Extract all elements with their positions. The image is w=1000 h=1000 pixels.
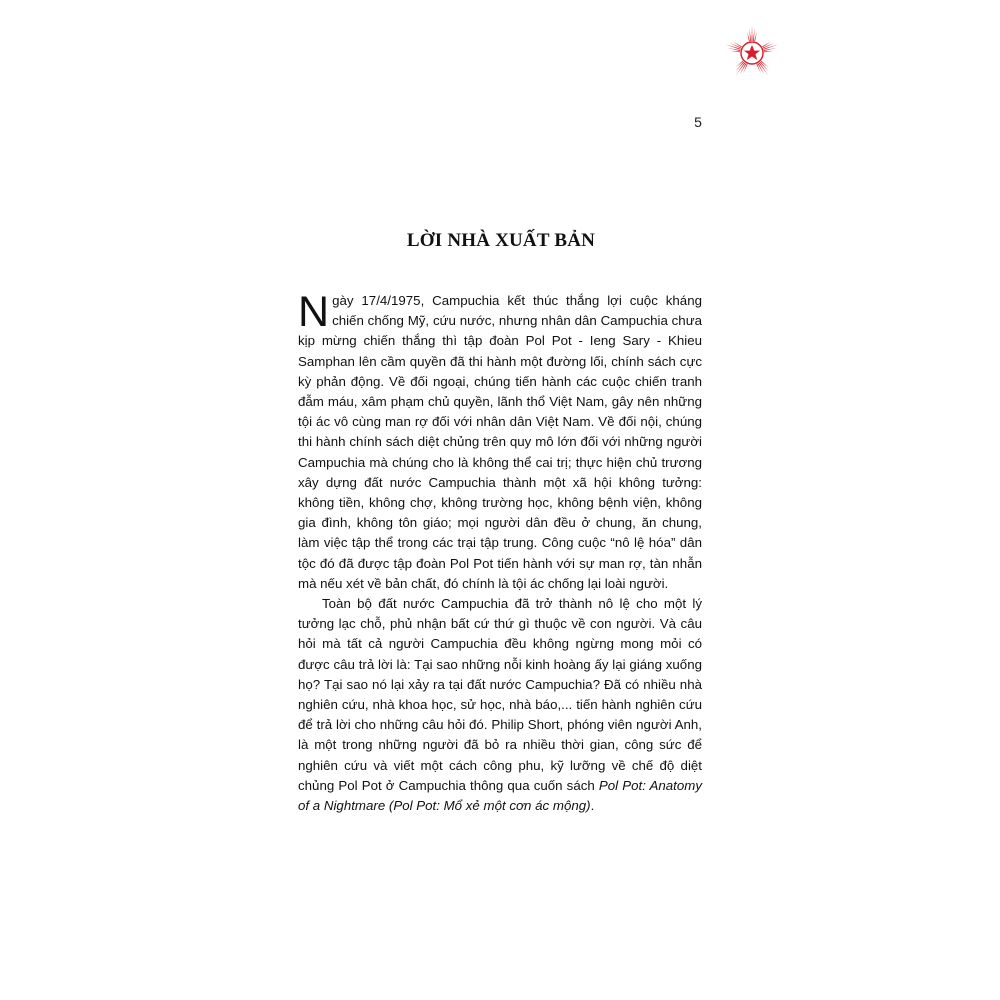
paragraph-1-text: gày 17/4/1975, Campuchia kết thúc thắng lợi cuộc kháng chiến chống Mỹ, cứu nước, nhưng nhân dân Campuchia chưa kịp mừng chiến thắng thì tập đoàn Pol Pot - Ieng Sary - Khieu Samphan lên cầm quyền đã thi hành một đường lối, chính sách cực kỳ phản động. Về đối ngoại, chúng tiến hành các cuộc chiến tranh đẫm máu, xâm phạm chủ quyền, lãnh thổ Việt Nam, gây nên những tội ác vô cùng man rợ đối với nhân dân Việt Nam. Về đối nội, chúng thi hành chính sách diệt chủng trên quy mô lớn đối với những người Campuchia mà chúng cho là không thể cai trị; thực hiện chủ trương xây dựng đất nước Campuchia thành một xã hội không tưởng: không tiền, không chợ, không trường học, không bệnh viện, không gia đình, không tôn giáo; mọi người dân đều ở chung, ăn chung, làm việc tập thể trong các trại tập trung. Công cuộc “nô lệ hóa” dân tộc đó đã được tập đoàn Pol Pot tiến hành với sự man rợ, tàn nhẫn mà nếu xét về bản chất, đó chính là tội ác chống lại loài người. xyxy=(298,293,702,591)
logo-ray xyxy=(762,48,776,51)
page-number: 5 xyxy=(694,114,702,130)
paragraph-2-text: Toàn bộ đất nước Campuchia đã trở thành nô lệ cho một lý tưởng lạc chỗ, phủ nhận bất cứ thứ gì thuộc về con người. Và câu hỏi mà tất cả người Campuchia đều không ngừng mong mỏi có được câu trả lời là: Tại sao những nỗi kinh hoàng ấy lại giáng xuống họ? Tại sao nó lại xảy ra tại đất nước Campuchia? Đã có nhiều nhà nghiên cứu, nhà khoa học, sử học, nhà báo,... tiến hành nghiên cứu để trả lời cho những câu hỏi đó. Philip Short, phóng viên người Anh, là một trong những người đã bỏ ra nhiều thời gian, công sức để nghiên cứu và viết một cách công phu, kỹ lưỡng về chế độ diệt chủng Pol Pot ở Campuchia thông qua cuốn sách xyxy=(298,596,702,793)
logo-ray xyxy=(728,48,742,51)
drop-cap: N xyxy=(298,288,330,336)
publisher-logo-icon xyxy=(723,24,781,82)
page-title: LỜI NHÀ XUẤT BẢN xyxy=(406,230,596,251)
logo-ray xyxy=(736,61,747,75)
body-text xyxy=(298,288,702,816)
logo-ray xyxy=(758,61,769,75)
paragraph-2-end: . xyxy=(590,798,595,814)
book-title: Pol Pot: Anatomy of a Nightmare (Pol Pot: Mổ xẻ một cơn ác mộng) xyxy=(298,777,702,814)
logo-ray xyxy=(751,25,752,42)
paragraph-1 xyxy=(298,288,702,594)
paragraph-2 xyxy=(298,594,702,816)
